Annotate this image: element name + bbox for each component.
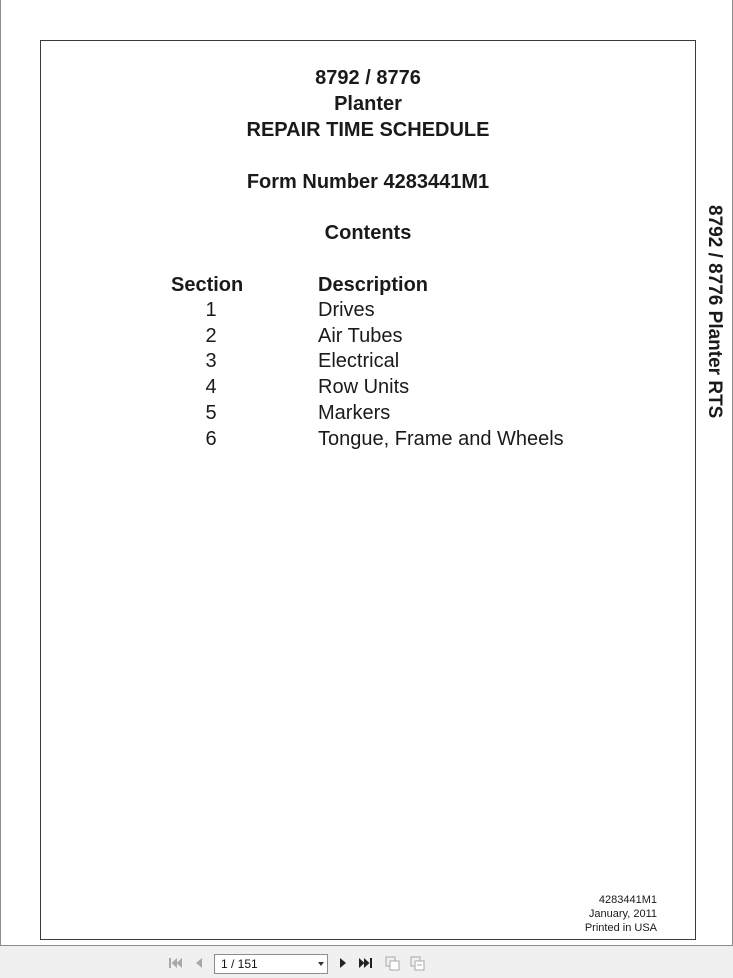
previous-page-icon[interactable] — [191, 955, 207, 971]
side-title-text: 8792 / 8776 Planter RTS — [704, 205, 725, 419]
section-description: Tongue, Frame and Wheels — [318, 428, 564, 450]
section-number: 3 — [205, 350, 217, 372]
two-page-view-icon[interactable] — [410, 955, 426, 971]
section-number: 4 — [205, 376, 217, 398]
product-heading: Planter — [334, 93, 402, 115]
section-column-header: Section — [171, 274, 244, 296]
section-number: 2 — [205, 325, 217, 347]
section-number: 6 — [205, 428, 217, 450]
chevron-down-icon — [318, 962, 324, 966]
page-number-select[interactable] — [214, 954, 328, 974]
section-description: Air Tubes — [318, 325, 403, 347]
footer-date: January, 2011 — [588, 908, 657, 920]
schedule-title: REPAIR TIME SCHEDULE — [246, 119, 490, 141]
last-page-icon[interactable] — [358, 955, 374, 971]
navigation-toolbar — [0, 946, 733, 978]
section-description: Row Units — [318, 376, 410, 398]
section-description: Drives — [318, 299, 375, 321]
section-number: 5 — [205, 402, 217, 424]
model-heading: 8792 / 8776 — [315, 67, 421, 89]
next-page-icon[interactable] — [335, 955, 351, 971]
description-column-header: Description — [318, 274, 429, 296]
contents-heading: Contents — [324, 222, 412, 244]
document-page — [40, 40, 696, 940]
footer-form-code: 4283441M1 — [598, 894, 657, 906]
footer-printed: Printed in USA — [584, 922, 657, 934]
first-page-icon[interactable] — [167, 955, 183, 971]
page-indicator-text: 1 / 151 — [221, 957, 258, 971]
section-description: Markers — [318, 402, 391, 424]
single-page-view-icon[interactable] — [385, 955, 401, 971]
form-number: Form Number 4283441M1 — [246, 171, 490, 193]
section-number: 1 — [205, 299, 217, 321]
section-description: Electrical — [318, 350, 400, 372]
side-title — [701, 205, 725, 433]
